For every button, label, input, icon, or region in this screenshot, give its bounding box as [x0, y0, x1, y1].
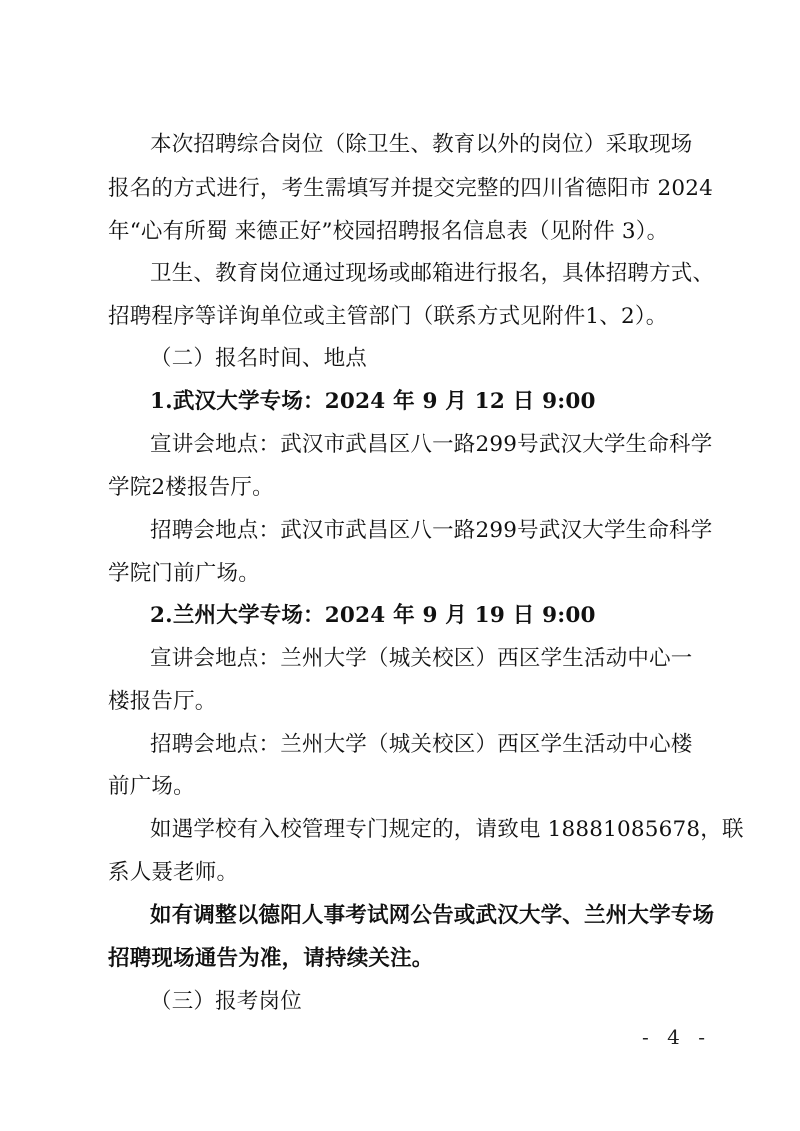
adjustment-notice-line-2: 招聘现场通告为准，请持续关注。	[108, 946, 434, 971]
contact-note-line-2: 系人聂老师。	[108, 860, 239, 885]
wuhan-presentation-venue-line-2: 学院2楼报告厅。	[108, 475, 274, 500]
page-number: - 4 -	[642, 1025, 711, 1049]
lanzhou-job-fair-venue-line-2: 前广场。	[108, 774, 195, 799]
paragraph-1-line-1: 本次招聘综合岗位（除卫生、教育以外的岗位）采取现场	[150, 132, 693, 157]
lanzhou-presentation-venue-line-1: 宣讲会地点：兰州大学（城关校区）西区学生活动中心一	[150, 646, 693, 671]
wuhan-university-session-heading: 1.武汉大学专场：2024 年 9 月 12 日 9:00	[150, 389, 596, 414]
wuhan-job-fair-venue-line-2: 学院门前广场。	[108, 561, 260, 586]
paragraph-2-line-1: 卫生、教育岗位通过现场或邮箱进行报名，具体招聘方式、	[150, 261, 715, 286]
lanzhou-presentation-venue-line-2: 楼报告厅。	[108, 689, 217, 714]
adjustment-notice-line-1: 如有调整以德阳人事考试网公告或武汉大学、兰州大学专场	[150, 903, 715, 928]
lanzhou-university-session-heading: 2.兰州大学专场：2024 年 9 月 19 日 9:00	[150, 603, 596, 628]
section-heading-registration-time-place: （二）报名时间、地点	[150, 346, 368, 371]
wuhan-job-fair-venue-line-1: 招聘会地点：武汉市武昌区八一路299号武汉大学生命科学	[150, 518, 713, 543]
wuhan-presentation-venue-line-1: 宣讲会地点：武汉市武昌区八一路299号武汉大学生命科学	[150, 432, 713, 457]
lanzhou-job-fair-venue-line-1: 招聘会地点：兰州大学（城关校区）西区学生活动中心楼	[150, 732, 693, 757]
paragraph-1-line-2: 报名的方式进行，考生需填写并提交完整的四川省德阳市 2024	[108, 176, 714, 201]
paragraph-1-line-3: 年“心有所蜀 来德正好”校园招聘报名信息表（见附件 3）。	[108, 219, 669, 244]
contact-note-line-1: 如遇学校有入校管理专门规定的，请致电 18881085678，联	[150, 817, 744, 842]
section-heading-positions: （三）报考岗位	[150, 989, 302, 1014]
paragraph-2-line-2: 招聘程序等详询单位或主管部门（联系方式见附件1、2）。	[108, 304, 668, 329]
